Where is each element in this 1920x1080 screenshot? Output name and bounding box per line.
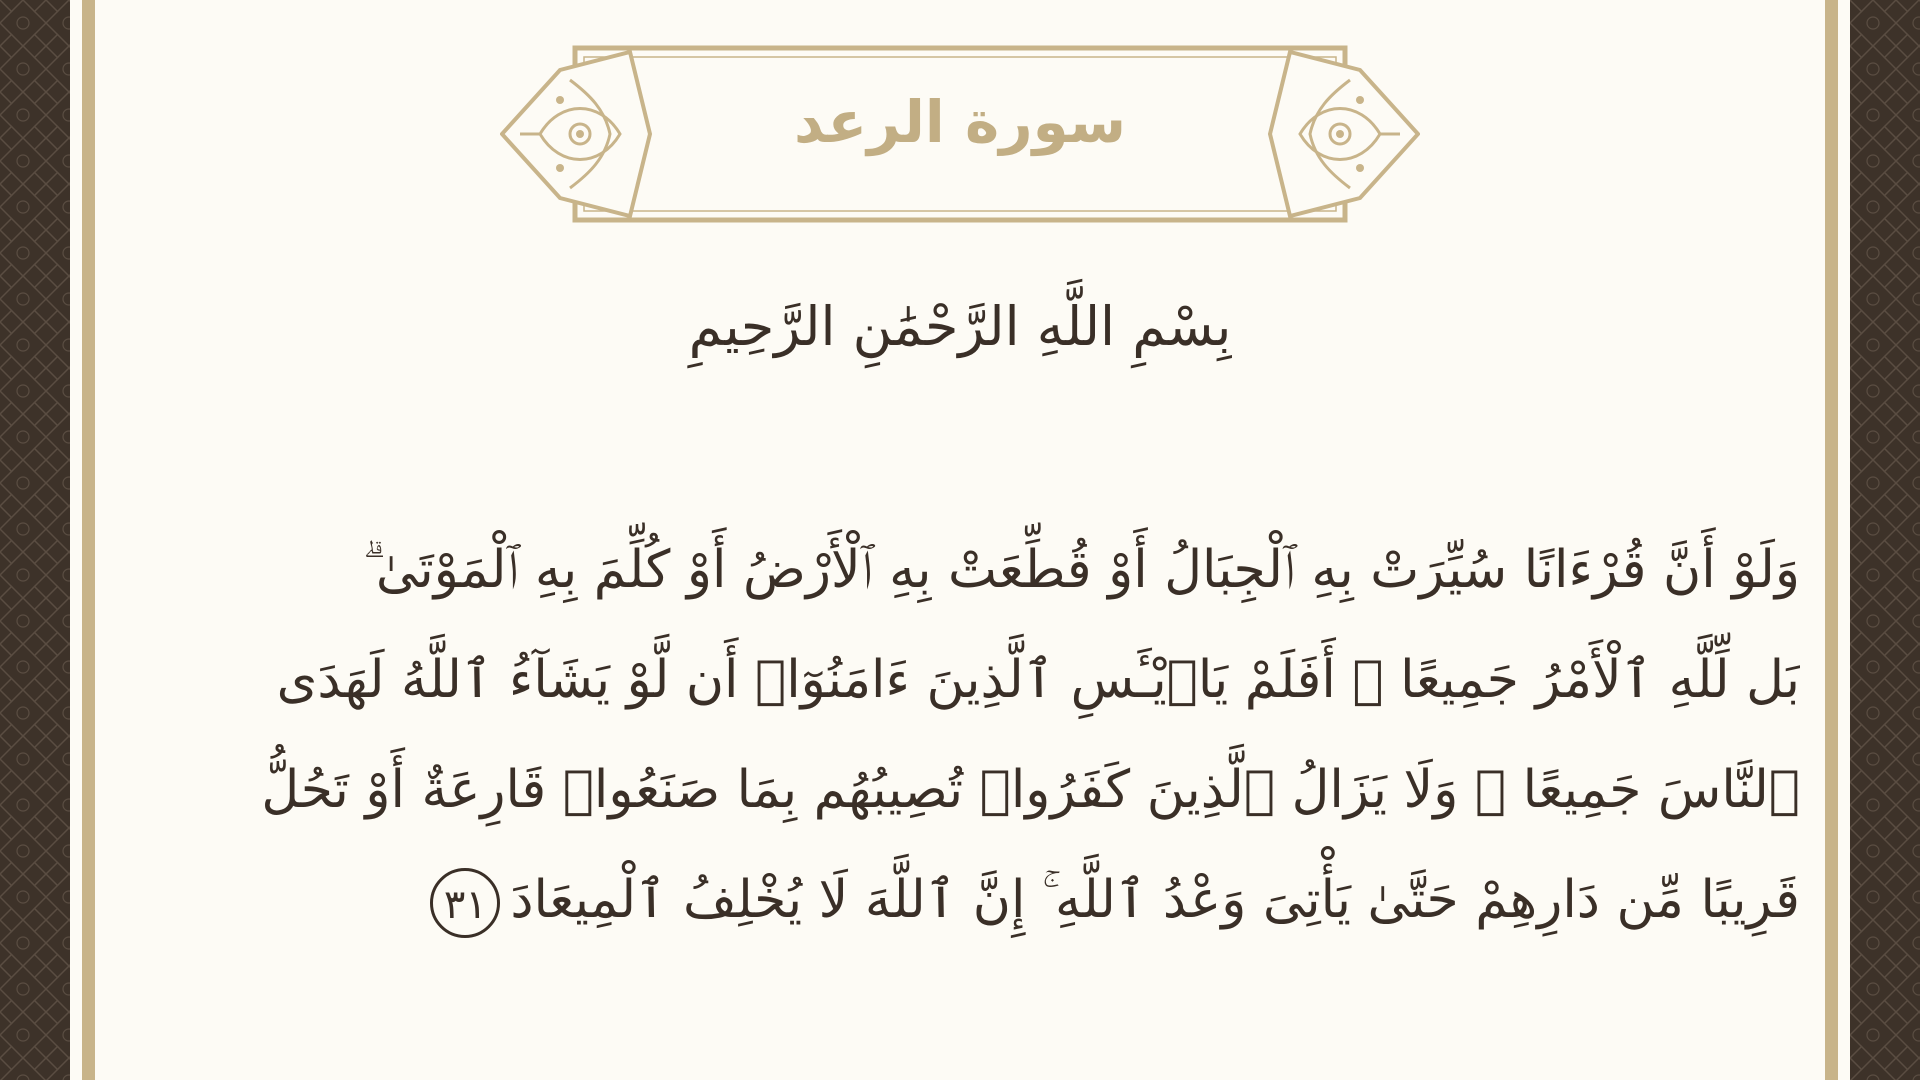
left-inner-edge [70,0,82,1080]
surah-header-banner [500,40,1420,230]
verse-line-text: قَرِيبًا مِّن دَارِهِمْ حَتَّىٰ يَأْتِىَ وَعْدُ ٱللَّهِ ۚ إِنَّ ٱللَّهَ لَا يُخْلِفُ ٱلْمِيعَادَ [510,870,1800,930]
left-gold-rule [82,0,95,1080]
basmala: بِسْمِ اللَّهِ الرَّحْمَٰنِ الرَّحِيمِ [688,295,1232,358]
right-ornamental-border [1850,0,1920,1080]
verse-line: بَل لِّلَّهِ ٱلْأَمْرُ جَمِيعًا ۗ أَفَلَمْ يَا۟يْـَٔسِ ٱلَّذِينَ ءَامَنُوٓا۟ أَن لَّوْ يَشَآءُ ٱللَّهُ لَهَدَى [276,650,1800,710]
geometric-pattern-icon [1850,0,1920,1080]
verse-line: وَلَوْ أَنَّ قُرْءَانًا سُيِّرَتْ بِهِ ٱلْجِبَالُ أَوْ قُطِّعَتْ بِهِ ٱلْأَرْضُ أَوْ كُلِّمَ بِهِ ٱلْمَوْتَىٰ ۗ [362,540,1800,600]
left-ornamental-border [0,0,70,1080]
right-inner-edge [1838,0,1850,1080]
geometric-pattern-icon [0,0,70,1080]
verse-line-final [200,845,1800,955]
verse-line: ٱلنَّاسَ جَمِيعًا ۗ وَلَا يَزَالُ ٱلَّذِينَ كَفَرُوا۟ تُصِيبُهُم بِمَا صَنَعُوا۟ قَارِعَةٌ أَوْ تَحُلُّ [261,760,1800,820]
verse-text [200,515,1800,955]
surah-title: سورة الرعد [793,88,1127,156]
right-gold-rule [1825,0,1838,1080]
ayah-number-marker: ٣١ [430,868,500,938]
